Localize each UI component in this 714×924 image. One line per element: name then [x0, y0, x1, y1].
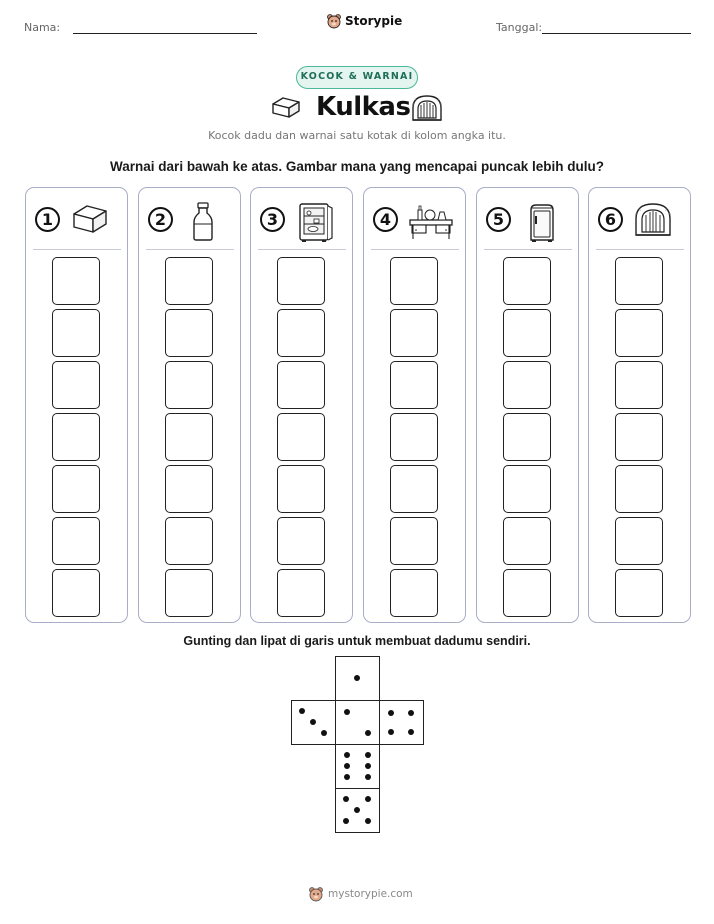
color-cell[interactable] [390, 361, 438, 409]
column-divider [484, 249, 572, 250]
brand-logo [326, 13, 402, 29]
dice-pip [388, 710, 394, 716]
column-number: 2 [148, 207, 173, 232]
color-cell[interactable] [52, 361, 100, 409]
color-cell[interactable] [390, 257, 438, 305]
color-cell[interactable] [615, 465, 663, 513]
color-cell[interactable] [503, 465, 551, 513]
ice-cube-icon [270, 95, 302, 124]
dice-pip [365, 796, 371, 802]
dice-pip [354, 807, 360, 813]
dice-face-4 [379, 700, 424, 745]
color-cell[interactable] [615, 257, 663, 305]
date-label: Tanggal: [496, 21, 543, 34]
instruction-text: Warnai dari bawah ke atas. Gambar mana yang mencapai puncak lebih dulu? [110, 159, 604, 174]
ice-cube-icon [70, 202, 110, 241]
dice-face-6 [335, 744, 380, 789]
color-cell[interactable] [615, 361, 663, 409]
column-number: 3 [260, 207, 285, 232]
dice-pip [365, 752, 371, 758]
column-number: 1 [35, 207, 60, 232]
column-divider [596, 249, 684, 250]
color-cell[interactable] [52, 257, 100, 305]
color-cell[interactable] [277, 257, 325, 305]
color-cell[interactable] [503, 517, 551, 565]
milk-bottle-icon [183, 202, 223, 247]
dice-pip [365, 730, 371, 736]
color-cell[interactable] [615, 309, 663, 357]
mini-fridge-icon [521, 202, 561, 247]
color-cell[interactable] [390, 517, 438, 565]
dice-pip [321, 730, 327, 736]
dice-pip [343, 818, 349, 824]
dice-pip [344, 763, 350, 769]
color-cell[interactable] [390, 569, 438, 617]
color-cell[interactable] [503, 257, 551, 305]
dice-pip [408, 729, 414, 735]
color-cell[interactable] [165, 257, 213, 305]
cut-instruction: Gunting dan lipat di garis untuk membuat dadumu sendiri. [183, 634, 531, 648]
subtitle: Kocok dadu dan warnai satu kotak di kolom angka itu. [208, 129, 506, 142]
color-cell[interactable] [165, 309, 213, 357]
color-cell[interactable] [165, 465, 213, 513]
color-cell[interactable] [390, 465, 438, 513]
color-cell[interactable] [165, 517, 213, 565]
footer-website[interactable]: mystorypie.com [328, 888, 413, 900]
column-divider [146, 249, 234, 250]
color-cell[interactable] [52, 465, 100, 513]
color-cell[interactable] [503, 361, 551, 409]
color-cell[interactable] [615, 413, 663, 461]
dice-pip [365, 763, 371, 769]
color-cell[interactable] [165, 569, 213, 617]
dice-pip [354, 675, 360, 681]
activity-badge: KOCOK & WARNAI [296, 66, 418, 89]
dice-face-5 [335, 788, 380, 833]
column-divider [258, 249, 346, 250]
column-number: 6 [598, 207, 623, 232]
brand-name: Storypie [345, 14, 403, 28]
column-1 [25, 187, 128, 623]
column-3 [250, 187, 353, 623]
color-cell[interactable] [52, 413, 100, 461]
color-cell[interactable] [52, 517, 100, 565]
dice-pip [299, 708, 305, 714]
column-number: 5 [486, 207, 511, 232]
dice-pip [310, 719, 316, 725]
color-cell[interactable] [277, 413, 325, 461]
dice-face-2 [335, 700, 380, 745]
dice-pip [344, 774, 350, 780]
color-cell[interactable] [390, 413, 438, 461]
color-cell[interactable] [165, 413, 213, 461]
column-divider [33, 249, 121, 250]
open-fridge-icon [295, 202, 335, 247]
name-field[interactable] [73, 33, 257, 34]
name-label: Nama: [24, 21, 61, 34]
color-cell[interactable] [503, 309, 551, 357]
dice-pip [343, 796, 349, 802]
date-field[interactable] [542, 33, 691, 34]
color-cell[interactable] [277, 517, 325, 565]
color-cell[interactable] [615, 569, 663, 617]
color-cell[interactable] [390, 309, 438, 357]
dice-pip [344, 709, 350, 715]
page-title: Kulkas [316, 92, 411, 122]
kitchen-counter-icon [408, 202, 454, 245]
dice-face-1 [335, 656, 380, 701]
column-5 [476, 187, 579, 623]
color-cell[interactable] [165, 361, 213, 409]
color-cell[interactable] [277, 569, 325, 617]
dice-pip [388, 729, 394, 735]
column-number: 4 [373, 207, 398, 232]
column-2 [138, 187, 241, 623]
color-cell[interactable] [52, 569, 100, 617]
bear-logo-icon [308, 886, 324, 902]
column-6 [588, 187, 691, 623]
fridge-interior-icon [633, 202, 673, 243]
dice-pip [365, 774, 371, 780]
column-divider [371, 249, 459, 250]
color-cell[interactable] [277, 465, 325, 513]
column-4 [363, 187, 466, 623]
color-cell[interactable] [277, 309, 325, 357]
dice-pip [365, 818, 371, 824]
color-cell[interactable] [52, 309, 100, 357]
color-cell[interactable] [503, 569, 551, 617]
dice-face-3 [291, 700, 336, 745]
color-cell[interactable] [503, 413, 551, 461]
color-cell[interactable] [277, 361, 325, 409]
dice-pip [344, 752, 350, 758]
color-cell[interactable] [615, 517, 663, 565]
fridge-interior-icon [410, 94, 444, 127]
dice-pip [408, 710, 414, 716]
bear-logo-icon [326, 13, 342, 29]
footer [308, 886, 413, 902]
